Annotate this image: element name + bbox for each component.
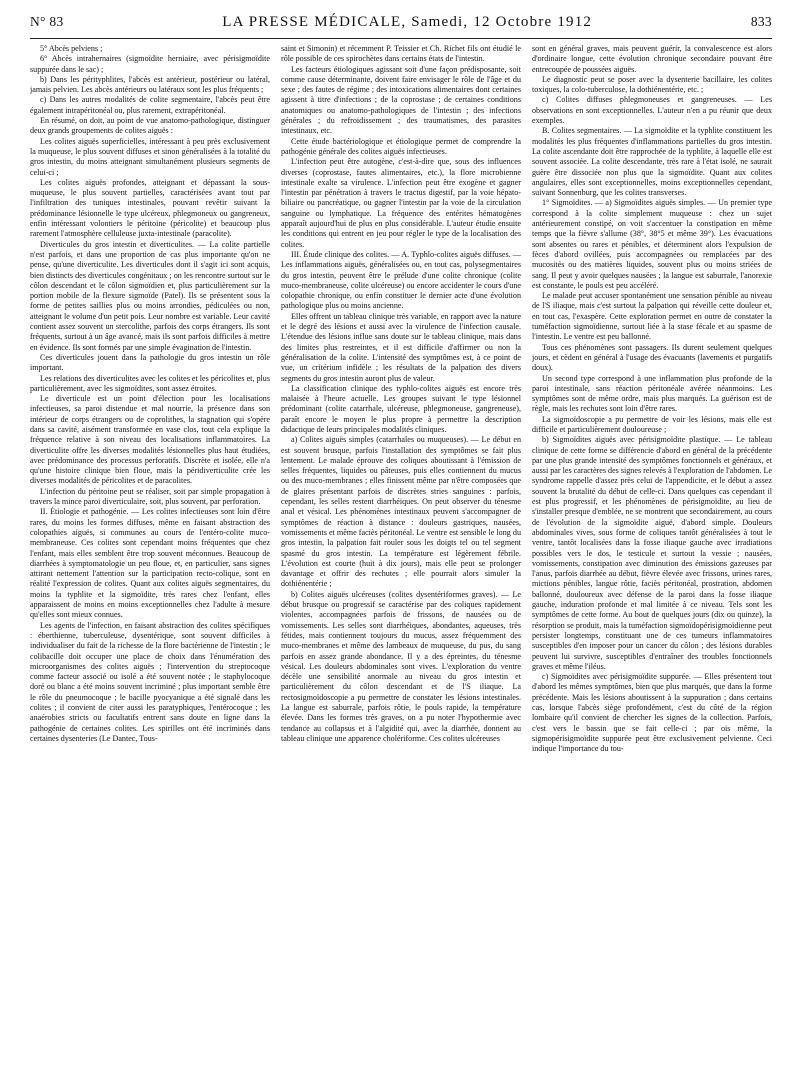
paragraph: Le malade peut accuser spontanément une sensation pénible au niveau de l'S iliaque, mais c'est surtout la palpation qui réveille cette douleur et, en tout cas, l'exaspère. Cette exploration permet en outre de constater la tuméfaction sigmoïdienne, surtout liée à la stase fécale et au spasme de l'intestin. Le ventre est peu ballonné. — [532, 291, 772, 342]
paragraph: Les facteurs étiologiques agissant soit d'une façon prédisposante, soit comme cause déterminante, doivent faire envisager le rôle de l'âge et du sexe ; des fautes de régime ; des intoxications alimentaires dont certaines agissent à titre d'infections ; de la coprostase ; de certaines conditions anatomiques ou anatomo-pathologiques de l'intestin ; des infections générales ; du refroidissement ; des traumatismes, des parasites intestinaux, etc. — [281, 64, 521, 136]
paragraph: a) Colites aiguës simples (catarrhales ou muqueuses). — Le début en est souvent brusque, parfois l'installation des symptômes se fait plus lentement. Le malade éprouve des coliques aboutissant à l'émission de selles fréquentes, liquides ou pâteuses, puis elles contiennent du mucus ou des muco-membranes ; elles finissent même par n'être composées que de glaires présentant parfois de discrètes stries sanguines : parfois, cependant, les selles restent diarrhéiques. On peut observer du ténesme anal et vésical. Les phénomènes intestinaux peuvent s'accompagner de symptômes de réaction à distance : douleurs gastriques, nausées, vomissements et même faciès péritonéal. Le ventre est sensible le long du gros intestin, la palpation fait rouler sous les doigts tel ou tel segment spasmé du gros intestin. La température est légèrement fébrile. L'évolution est courte (huit à dix jours), mais elle peut se prolonger davantage et offrir des rechutes ; elle pourrait alors simuler la dothiénentérie ; — [281, 435, 521, 589]
paragraph: La classification clinique des typhlo-colites aiguës est encore très malaisée à l'heure actuelle. Les groupes suivant le type lésionnel prédominant (colite catarrhale, ulcéreuse, phlegmoneuse, gangreneuse), paraît encore le moyen le plus propre à permettre la description didactique de leurs principales modalités cliniques. — [281, 383, 521, 434]
paragraph: c) Sigmoïdites avec périsigmoïdite suppurée. — Elles présentent tout d'abord les mêmes symptômes, bien que plus marqués, que dans la forme précédente. Mais les lésions aboutissent à la suppuration ; dans certains cas, lorsque l'abcès siège profondément, c'est du côté de la région lombaire qu'il convient de chercher les signes de la collection. Parfois, c'est vers le bassin que se fait celle-ci ; par ois même, la sigmopérisigmoïdite suppurée peut être exclusivement pelvienne. Ceci indique l'importance du tou- — [532, 672, 772, 754]
paragraph: 5° Abcès pelviens ; — [40, 44, 103, 53]
paragraph: c) Colites diffuses phlegmoneuses et gangreneuses. — Les observations en sont exceptionnelles. L'auteur n'en a pu réunir que deux exemples. — [532, 95, 772, 126]
page-header — [30, 14, 772, 34]
article-columns — [30, 44, 772, 1074]
paragraph: c) Dans les autres modalités de colite segmentaire, l'abcès peut être également intrapéritonéal ou, plus rarement, extrapéritonéal. — [30, 95, 270, 115]
paragraph: Les colites aiguës profondes, atteignant et dépassant la sous-muqueuse, le plus souvent partielles, caractérisées avant tout par l'infiltration des tuniques intestinales, pouvant revêtir suivant la prédominance lésionnelle le type ulcéreux, phlegmoneux ou gangreneux, enfin intéressant volontiers le péritoine (péricolite) et beaucoup plus rarement l'atmosphère celluleuse juxta-intestinale (paracolite). — [30, 177, 270, 239]
paragraph: Ces diverticules jouent dans la pathologie du gros intestin un rôle important. — [30, 352, 270, 373]
paragraph: b) Colites aiguës ulcéreuses (colites dysentériformes graves). — Le début brusque ou progressif se caractérise par des coliques rapidement violentes, accompagnées parfois de frissons, de nausées ou de vomissements. Les selles sont diarrhéiques, abondantes, aqueuses, très fétides, mais contiennent toujours du mucus, assez fréquemment des muco-membranes et même des lambeaux de muqueuse, du pus, du sang parfois en assez grande abondance. Il y a des épreintes, du ténesme vésical. Les douleurs abdominales sont vives. L'exploration du ventre décèle une sensibilité anormale au niveau du gros intestin et particulièrement du côlon descendant et de l'S iliaque. La rectosigmoïdoscopie a pu permettre de constater les lésions intestinales. La langue est saburrale, parfois rôtie, le pouls rapide, la température élevée. Dans les formes très graves, on a pu noter l'hypothermie avec tendance au collapsus et à l'algidité qui, avec la diarrhée, donnent au tableau clinique une apparence cholériforme. Ces colites ulcéreuses — [281, 589, 521, 743]
paragraph: 6° Abcès intrahernaires (sigmoïdite herniaire, avec périsigmoïdite suppurée dans le sac) ; — [30, 54, 270, 74]
paragraph: saint et Simonin) et récemment P. Teissier et Ch. Richet fils ont étudié le rôle possible de ces spirochètes dans certains états de l'intestin. — [281, 44, 521, 64]
paragraph: Diverticules du gros intestin et diverticulites. — La colite partielle n'est parfois, et dans une proportion de cas plus importante qu'on ne pense, qu'une diverticulite. Les diverticules dont il s'agit ici sont acquis, bien distincts des diverticules congénitaux ; on les rencontre surtout sur le côlon descendant et le côlon sigmoïdien et, plus particulièrement sur la portion mobile de la flexure sigmoïde (Patel). Ils se présentent sous la forme de petites saillies plus ou moins arrondies, pédiculées ou non, atteignant le volume d'un petit pois. Leur nombre est variable. Leur cavité contient assez souvent un stercolithe, parfois des corps étrangers. Ils sont fréquents, surtout à un âge avancé, mais ils sont parfois difficiles à mettre en évidence. Ils sont formés par une simple évagination de l'intestin. — [30, 239, 270, 352]
paragraph: Cette étude bactériologique et étiologique permet de comprendre la pathogénie générale des colites aiguës infectieuses. — [281, 136, 521, 156]
paragraph: II. Étiologie et pathogénie. — Les colites infectieuses sont loin d'être rares, du moins les formes diffuses, même en faisant abstraction des colopathies aiguës, si communes au cours de l'entéro-colite muco-membraneuse. Ces colites sont cependant moins fréquentes que chez l'enfant, mais elles semblent être trop souvent méconnues. Beaucoup de diarrhées à symptomatologie un peu floue, et, en particulier, sans signes attirant nettement l'attention sur la participation recto-colique, sont en réalité l'expression de colites. Quant aux colites aiguës segmentaires, du moins la typhlite et la sigmoïdite, très rares chez l'enfant, elles apparaissent de moins en moins exceptionnelles chez l'adulte à mesure qu'elles sont mieux connues. — [30, 507, 270, 620]
journal-title: LA PRESSE MÉDICALE, Samedi, 12 Octobre 1912 — [222, 14, 593, 30]
paragraph: III. Étude clinique des colites. — A. Typhlo-colites aiguës diffuses. — Les inflammations aiguës, généralisées ou, en tout cas, polysegmentaires du gros intestin, peuvent être le prélude d'une colite chronique (colite muco-membraneuse, colite ulcéreuse) ou encore accidenter le cours d'une colopathie chronique, ou enfin constituer le dernier acte d'une évolution pathologique plus ou moins ancienne. — [281, 249, 521, 311]
paragraph: La sigmoïdoscopie a pu permettre de voir les lésions, mais elle est difficile et particulièrement douloureuse ; — [532, 414, 772, 434]
paragraph: L'infection peut être autogène, c'est-à-dire que, sous des influences diverses (coprostase, fautes alimentaires, etc.), la flore microbienne intestinale exalte sa virulence. L'infection peut être exogène et gagner l'intestin par pénétration à travers le tractus digestif, par la voie hépato-biliaire ou pancréatique, ou gagner l'intestin par la voie de la circulation sanguine ou lymphatique. La fréquence des entérites hématogènes apparaît aujourd'hui de plus en plus considérable. L'auteur étudie ensuite les conditions qui entrent en jeu pour régler le type de la localisation des colites. — [281, 157, 521, 249]
header-rule — [30, 38, 772, 39]
paragraph: b) Sigmoïdites aiguës avec périsigmoïdite plastique. — Le tableau clinique de cette forme se différencie d'abord en général de la précédente par une plus grande intensité des symptômes fonctionnels et généraux, et aussi par les caractères des signes relevés à l'exploration de l'abdomen. Le syndrome rappelle d'assez près celui de l'appendicite, et le début a assez souvent la brutalité du début de celle-ci. Dans quelques cas cependant il est plus progressif, et les phénomènes de périsigmoïdite, au lieu de s'installer presque d'emblée, ne se montrent que secondairement, au cours de l'évolution de la sigmoïdite aiguë, d'abord simple. Douleurs abdominales vives, sous forme de coliques tantôt généralisées à tout le ventre, tantôt localisées dans la fosse iliaque gauche avec irradiations possibles vers le dos, le testicule et surtout la vessie ; nausées, vomissements, constipation avec diminution des émissions gazeuses par l'anus, parfois diarrhée au début, fièvre élevée avec frissons, urines rares, mictions pénibles, langue rôtie, faciès péritonéal, prostration, abdomen ballonné, douloureux avec défense de la paroi dans la fosse iliaque gauche, induration profonde et mal limitée à ce niveau. Tels sont les symptômes de cette forme. Au bout de quelques jours (dix ou quinze), la résorption se produit, mais la tuméfaction sigmoïdopérisigmoïdienne peut persister longtemps, constituant une de ces tumeurs inflammatoires susceptibles d'en imposer pour un cancer du côlon ; des lésions durables peuvent lui survivre, susceptibles d'entraîner des troubles fonctionnels graves et même l'iléus. — [532, 435, 772, 671]
paragraph: Tous ces phénomènes sont passagers. Ils durent seulement quelques jours, et cèdent en général à l'usage des évacuants (lavements et purgatifs doux). — [532, 342, 772, 373]
paragraph: Les relations des diverticulites avec les colites et les péricolites et, plus particulièrement, avec les sigmoïdites, sont assez étroites. — [30, 373, 270, 393]
paragraph: En résumé, on doit, au point de vue anatomo-pathologique, distinguer deux grands groupements de colites aiguës : — [30, 116, 270, 136]
paragraph: L'infection du péritoine peut se réaliser, soit par simple propagation à travers la mince paroi diverticulaire, soit, plus souvent, par perforation. — [30, 486, 270, 507]
paragraph: Les agents de l'infection, en faisant abstraction des colites spécifiques : éberthienne, tuberculeuse, dysentérique, sont souvent difficiles à individualiser du fait de la richesse de la flore bactérienne de l'intestin ; le colibacille doit occuper une place de choix dans l'énumération des microorganismes des colites aiguës ; l'intervention du streptocoque comme facteur associé ou isolé a été souvent notée ; le staphylocoque doré ou blanc a été moins souvent incriminé ; plus important semble être le rôle du pneumocoque ; le bacille pyocyanique a été signalé dans les colites ; il convient de citer aussi les paratyphiques, l'entérocoque ; les anaérobies stricts ou facultatifs entrent sans doute en ligne dans la pathogénie de certaines colites. Les spirilles ont été incriminés dans certaines dysenteries (Le Dantec, Tous- — [30, 620, 270, 743]
paragraph: Le diagnostic peut se poser avec la dysenterie bacillaire, les colites toxiques, la colo-tuberculose, la dothiénentérie, etc. ; — [532, 74, 772, 95]
paragraph: Elles offrent un tableau clinique très variable, en rapport avec la nature et le degré des lésions et aussi avec la virulence de l'infection causale. L'étendue des lésions influe sans doute sur le tableau clinique, mais dans des limites plus restreintes, et il est difficile d'affirmer ou non la généralisation de la colite. L'intensité des symptômes est, à ce point de vue, un critérium infidèle ; les résultats de la palpation des divers segments du gros intestin auront plus de valeur. — [281, 311, 521, 383]
paragraph: b) Dans les pérityphlites, l'abcès est antérieur, postérieur ou latéral, jamais pelvien. Les abcès antérieurs ou latéraux sont les plus fréquents ; — [30, 74, 270, 95]
paragraph: B. Colites segmentaires. — La sigmoïdite et la typhlite constituent les modalités les plus fréquentes d'inflammations partielles du gros intestin. La colite ascendante doit être rapprochée de la typhlite, à laquelle elle est souvent associée. La colite descendante, très rare à l'état isolé, ne saurait guère être dissociée non plus que la sigmoïdite. Quant aux colites angulaires, elles sont exceptionnelles, moins exceptionnelles cependant, suivant Sonnenburg, que les colites transverses. — [532, 126, 772, 198]
column-2 — [281, 44, 521, 1074]
page-number-right: 833 — [750, 14, 772, 29]
paragraph: Un second type correspond à une inflammation plus profonde de la paroi intestinale, sans réaction péritonéale avérée néanmoins. Les symptômes sont de même ordre, mais plus marqués. La guérison est de règle, mais les rechutes sont loin d'être rares. — [532, 373, 772, 414]
column-1 — [30, 44, 270, 1074]
paragraph: 1° Sigmoïdites. — a) Sigmoïdites aiguës simples. — Un premier type correspond à la colite simplement muqueuse : chez un sujet antérieurement constipé, on voit s'accentuer la constipation en même temps que la fièvre s'allume (38°, 38°5 et même 39°). Les évacuations sont absentes ou rares et pénibles, et déterminent alors l'expulsion de fèces d'abord ovillées, puis accompagnées ou remplacées par des mucosités ou des matières liquides, souvent plus ou moins striées de sang. Il peut y avoir quelques nausées ; la langue est saburrale, l'anorexie est constante, le pouls est peu accéléré. — [532, 198, 772, 290]
paragraph: sont en général graves, mais peuvent guérir, la convalescence est alors d'ordinaire longue, cette évolution chronique secondaire pouvant être entrecoupée de poussées aiguës. — [532, 44, 772, 74]
column-3 — [532, 44, 772, 1074]
paragraph: Les colites aiguës superficielles, intéressant à peu près exclusivement la muqueuse, le plus souvent diffuses et sinon généralisées à la totalité du gros intestin, du moins atteignant simultanément plusieurs segments de celui-ci ; — [30, 136, 270, 177]
page-number-left: N° 83 — [30, 14, 64, 29]
paragraph: Le diverticule est un point d'élection pour les localisations infectieuses, sa paroi distendue et mal nourrie, la présence dans son intérieur de corps étrangers ou de coprolithes, la stagnation qui s'opère dans sa cavité, aisément transformée en vase clos, tout cela explique la fréquence relative à son niveau des localisations inflammatoires. La diverticulite offre les diverses modalités lésionnelles plus haut étudiées, avec prédominance des processus perforatifs. Discrète et isolée, elle n'a qu'une histoire clinique bien floue, mais la péridiverticulite crée les diverses modalités de péricolites et de paracolites. — [30, 394, 270, 486]
